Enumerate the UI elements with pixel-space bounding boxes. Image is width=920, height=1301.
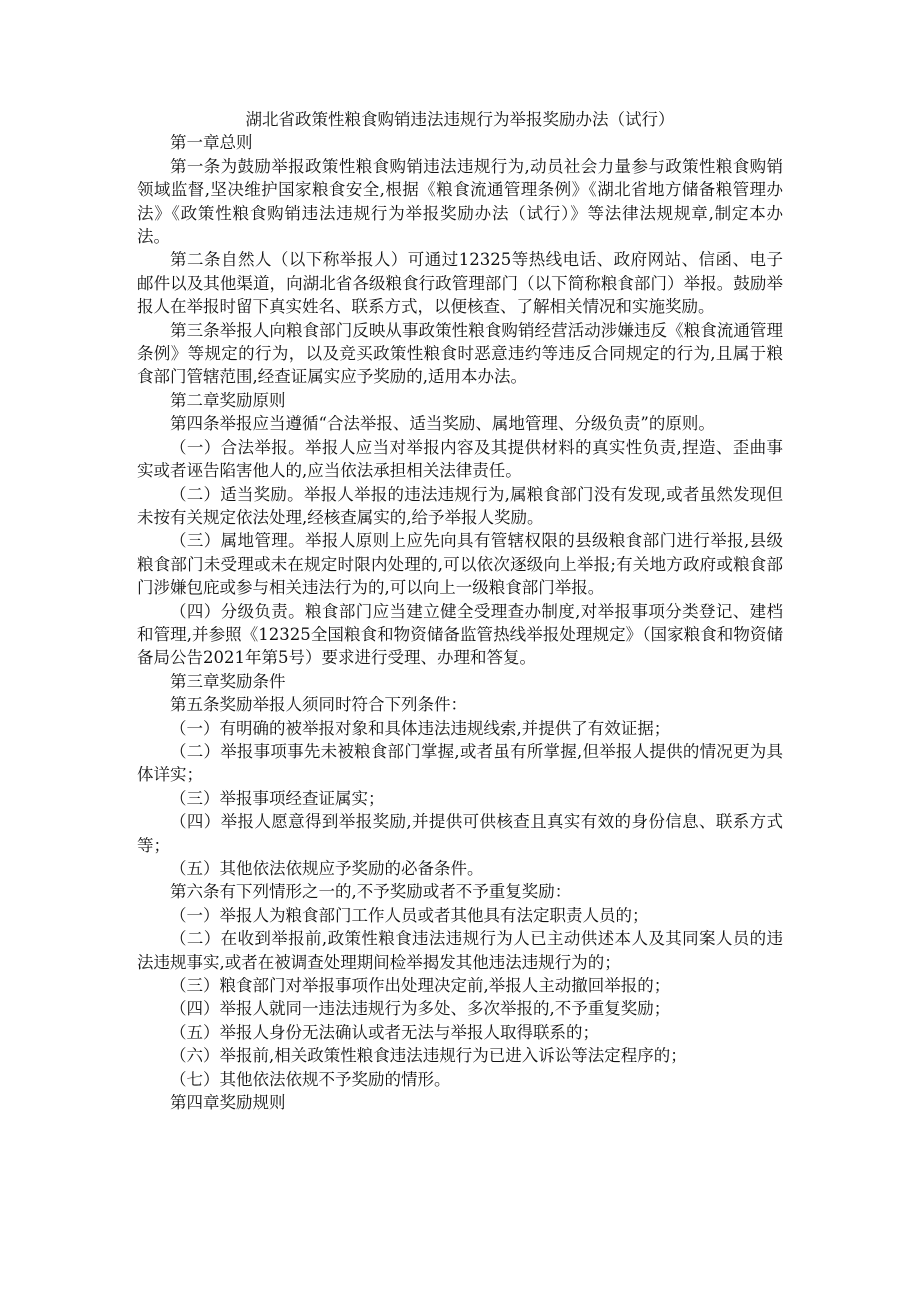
article-paragraph: 第四条举报应当遵循“合法举报、适当奖励、属地管理、分级负责”的原则。 [170,414,715,434]
document-page [137,108,783,1114]
article-paragraph: （五）其他依法依规应予奖励的必备条件。 [170,859,484,878]
article-paragraph: （一）合法举报。举报人应当对举报内容及其提供材料的真实性负责,捏造、歪曲事实或者诬告陷害他人的,应当依法承担相关法律责任。 [137,437,783,481]
article-paragraph: 第一条为鼓励举报政策性粮食购销违法违规行为,动员社会力量参与政策性粮食购销领域监督,坚决维护国家粮食安全,根据《粮食流通管理条例》《湖北省地方储备粮管理办法》《政策性粮食购销违法违规行为举报奖励办法（试行）》等法律法规规章,制定本办法。 [137,156,783,247]
document-body [137,131,783,1114]
chapter-heading: 第一章总则 [170,133,253,153]
article-paragraph: （五）举报人身份无法确认或者无法与举报人取得联系的； [170,1022,599,1042]
chapter-heading: 第三章奖励条件 [170,671,286,691]
article-paragraph: （三）举报事项经查证属实； [170,788,385,808]
article-paragraph: （四）举报人就同一违法违规行为多处、多次举报的,不予重复奖励； [170,999,671,1019]
article-paragraph: （三）属地管理。举报人原则上应先向具有管辖权限的县级粮食部门进行举报,县级粮食部门未受理或未在规定时限内处理的,可以依次逐级向上举报;有关地方政府或粮食部门涉嫌包庇或参与相关违法行为的,可以向上一级粮食部门举报。 [137,531,783,598]
article-paragraph: （二）适当奖励。举报人举报的违法违规行为,属粮食部门没有发现,或者虽然发现但未按有关规定依法处理,经核查属实的,给予举报人奖励。 [137,484,783,527]
article-paragraph: （三）粮食部门对举报事项作出处理决定前,举报人主动撤回举报的； [170,976,671,996]
article-paragraph: 第五条奖励举报人须同时符合下列条件： [170,695,467,715]
article-paragraph: （七）其他依法依规不予奖励的情形。 [170,1069,451,1089]
article-paragraph: （六）举报前,相关政策性粮食违法违规行为已进入诉讼等法定程序的； [170,1046,687,1066]
article-paragraph: （二）在收到举报前,政策性粮食违法违规行为人已主动供述本人及其同案人员的违法违规事实,或者在被调查处理期间检举揭发其他违法违规行为的； [137,929,783,972]
article-paragraph: 第三条举报人向粮食部门反映从事政策性粮食购销经营活动涉嫌违反《粮食流通管理条例》等规定的行为，以及竞买政策性粮食时恶意违约等违反合同规定的行为,且属于粮食部门管辖范围,经查证属实应予奖励的,适用本办法。 [137,320,783,387]
article-paragraph: （四）举报人愿意得到举报奖励,并提供可供核查且真实有效的身份信息、联系方式等； [137,812,783,855]
chapter-heading: 第二章奖励原则 [170,390,286,410]
chapter-heading: 第四章奖励规则 [170,1093,286,1113]
document-title: 湖北省政策性粮食购销违法违规行为举报奖励办法（试行） [245,110,675,129]
article-paragraph: （四）分级负责。粮食部门应当建立健全受理查办制度,对举报事项分类登记、建档和管理,并参照《12325全国粮食和物资储备监管热线举报处理规定》（国家粮食和物资储备局公告2021年第5号）要求进行受理、办理和答复。 [137,601,783,668]
article-paragraph: （一）举报人为粮食部门工作人员或者其他具有法定职责人员的； [170,905,649,925]
article-paragraph: （二）举报事项事先未被粮食部门掌握,或者虽有所掌握,但举报人提供的情况更为具体详实； [137,741,783,785]
article-paragraph: 第六条有下列情形之一的,不予奖励或者不予重复奖励： [170,882,572,902]
article-paragraph: （一）有明确的被举报对象和具体违法违规线索,并提供了有效证据； [170,718,671,738]
article-paragraph: 第二条自然人（以下称举报人）可通过12325等热线电话、政府网站、信函、电子邮件以及其他渠道，向湖北省各级粮食行政管理部门（以下简称粮食部门）举报。鼓励举报人在举报时留下真实姓名、联系方式，以便核查、了解相关情况和实施奖励。 [137,250,783,317]
